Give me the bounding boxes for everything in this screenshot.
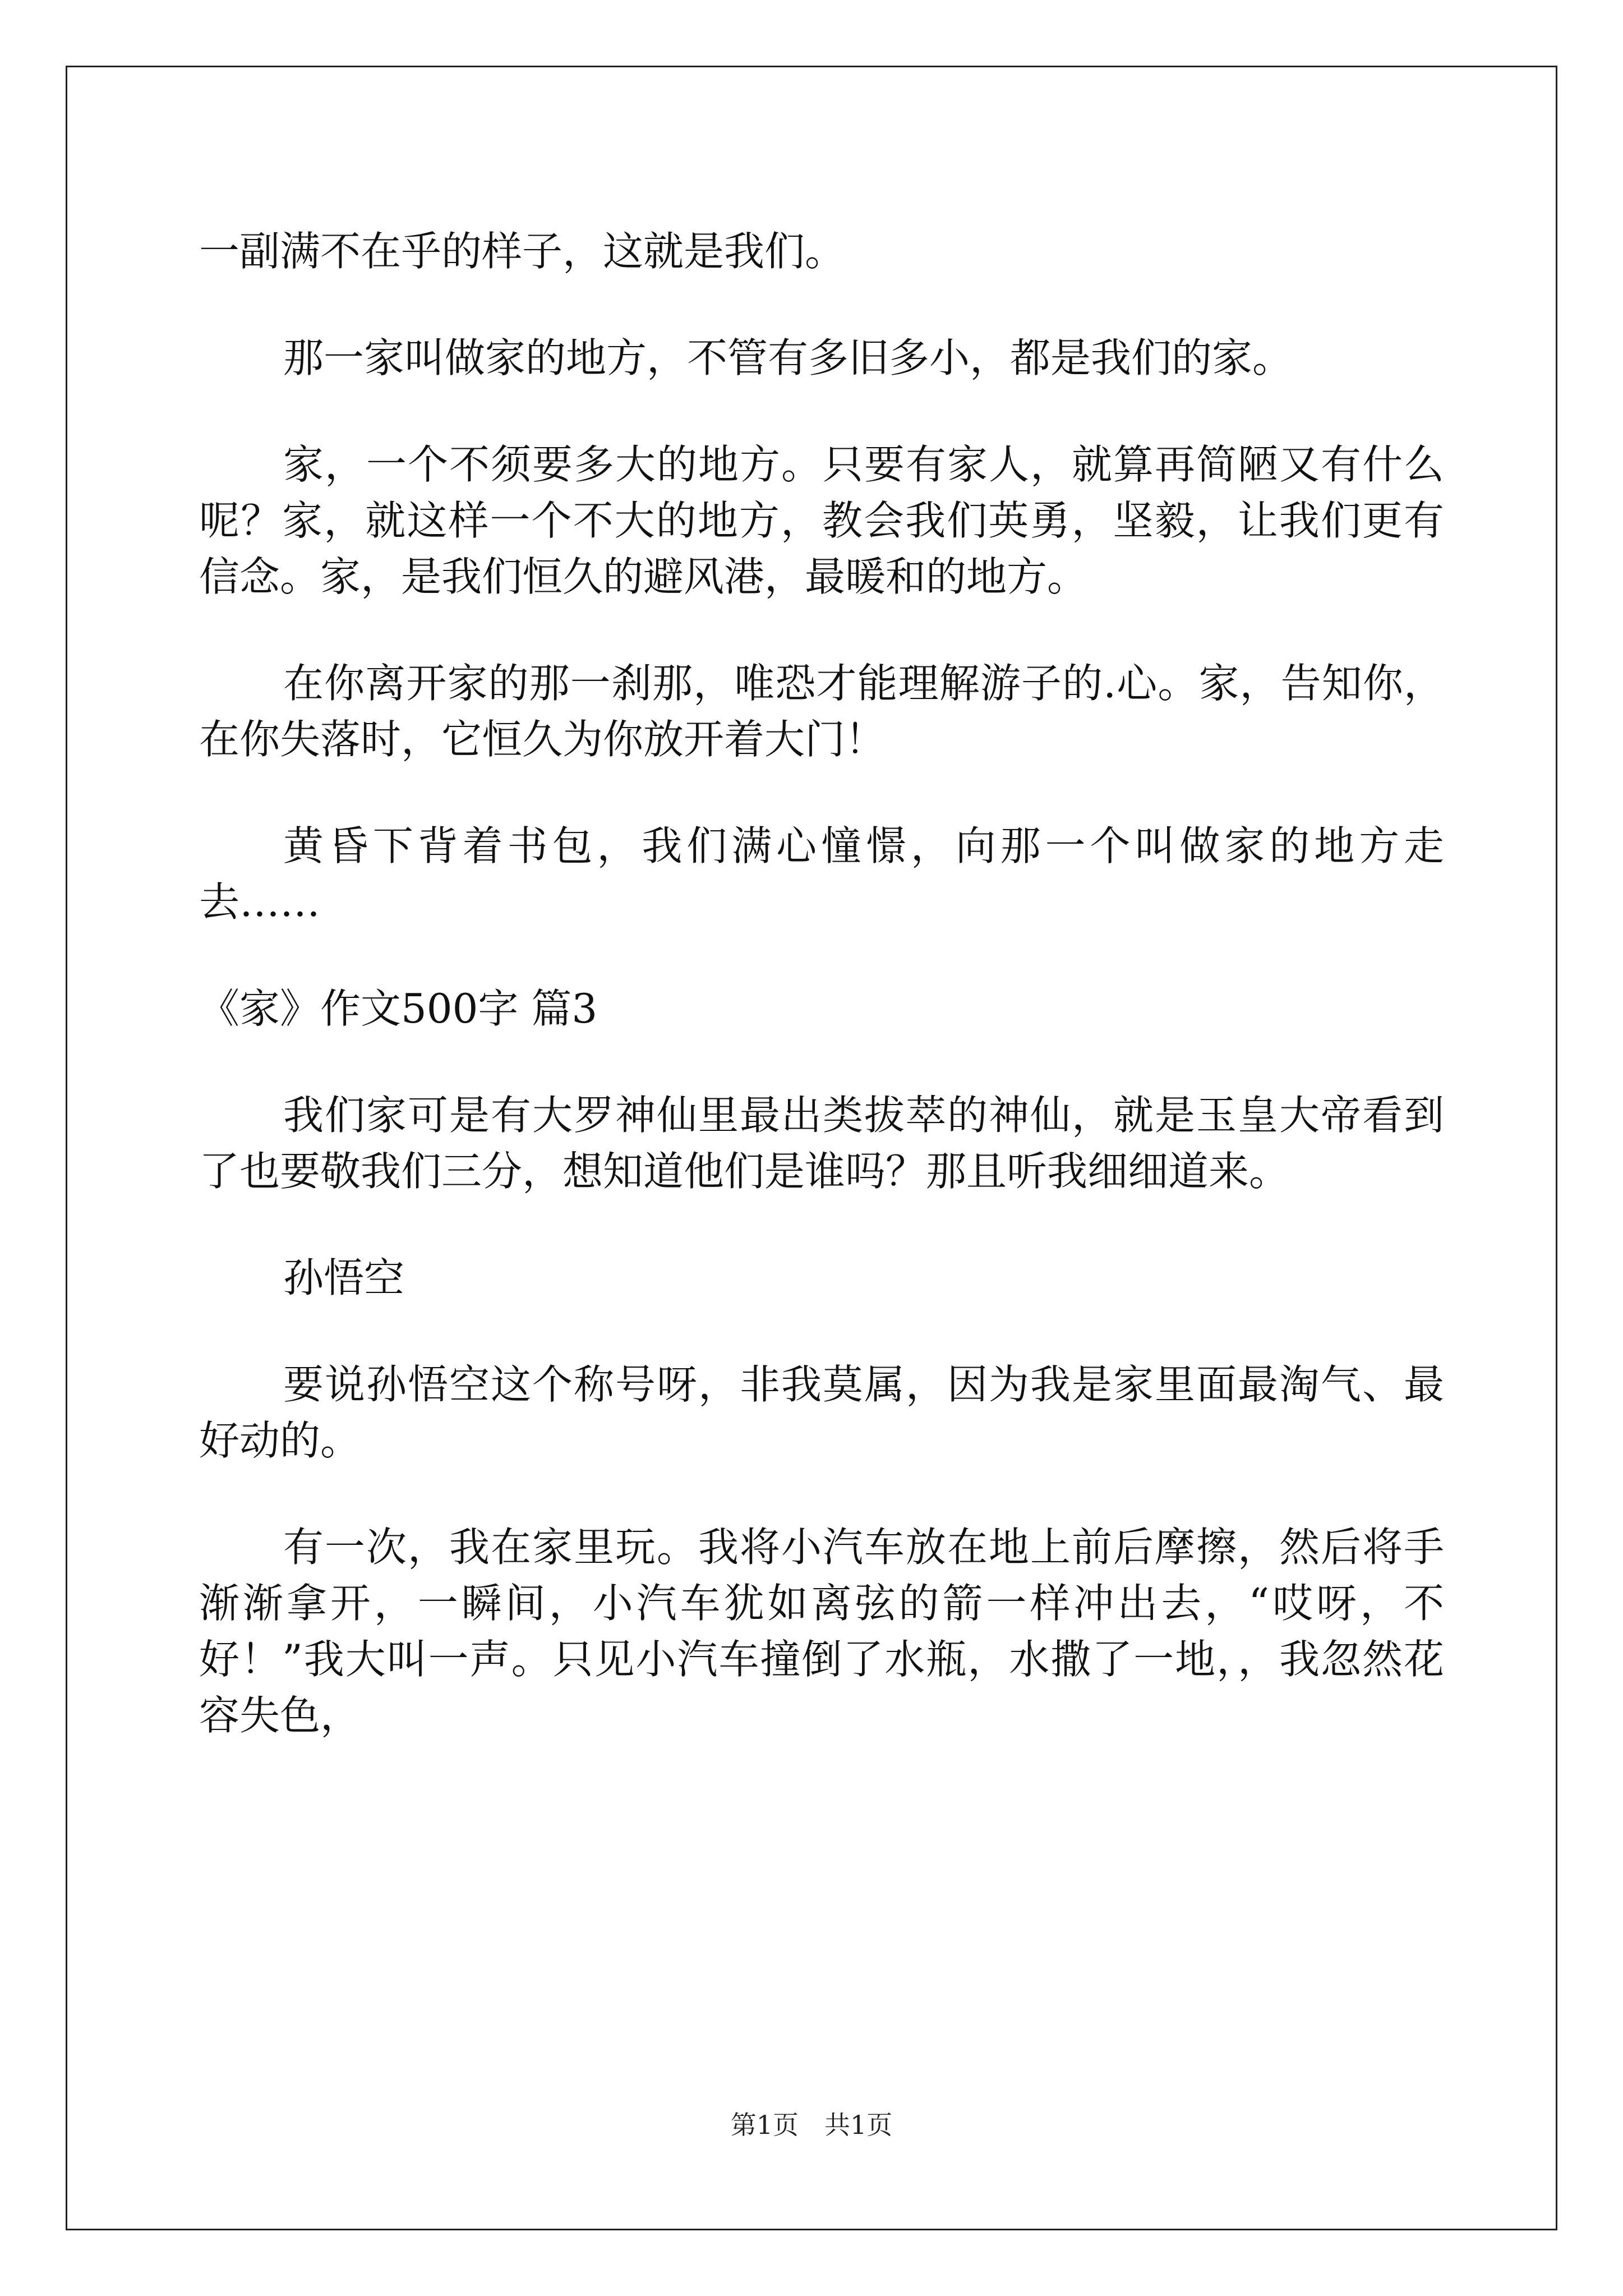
- paragraph-9: 要说孙悟空这个称号呀，非我莫属，因为我是家里面最淘气、最好动的。: [199, 1361, 1444, 1464]
- paragraph-5: 黄昏下背着书包，我们满心憧憬，向那一个叫做家的地方走去……: [199, 822, 1444, 926]
- subheading-sun-wukong: 孙悟空: [283, 1254, 405, 1301]
- section-heading: 《家》作文500字 篇3: [199, 985, 598, 1032]
- paragraph-4: 在你离开家的那一刹那，唯恐才能理解游子的.心。家，告知你，在你失落时，它恒久为你放开着大门！: [199, 660, 1444, 763]
- paragraph-10: 有一次，我在家里玩。我将小汽车放在地上前后摩擦，然后将手渐渐拿开，一瞬间，小汽车犹如离弦的箭一样冲出去，“哎呀，不好！”我大叫一声。只见小汽车撞倒了水瓶，水撒了一地，，我忽然花容失色，: [199, 1524, 1444, 1739]
- document-body: [199, 223, 1444, 1794]
- paragraph-3: 家，一个不须要多大的地方。只要有家人，就算再简陋又有什么呢？家，就这样一个不大的地方，教会我们英勇，坚毅，让我们更有信念。家，是我们恒久的避风港，最暖和的地方。: [199, 441, 1444, 600]
- page-footer: 第1页 共1页: [730, 2110, 893, 2140]
- paragraph-7: 我们家可是有大罗神仙里最出类拔萃的神仙，就是玉皇大帝看到了也要敬我们三分，想知道他们是谁吗？那且听我细细道来。: [199, 1092, 1444, 1195]
- paragraph-2: 那一家叫做家的地方，不管有多旧多小，都是我们的家。: [283, 334, 1293, 381]
- paragraph-1: 一副满不在乎的样子，这就是我们。: [199, 228, 846, 275]
